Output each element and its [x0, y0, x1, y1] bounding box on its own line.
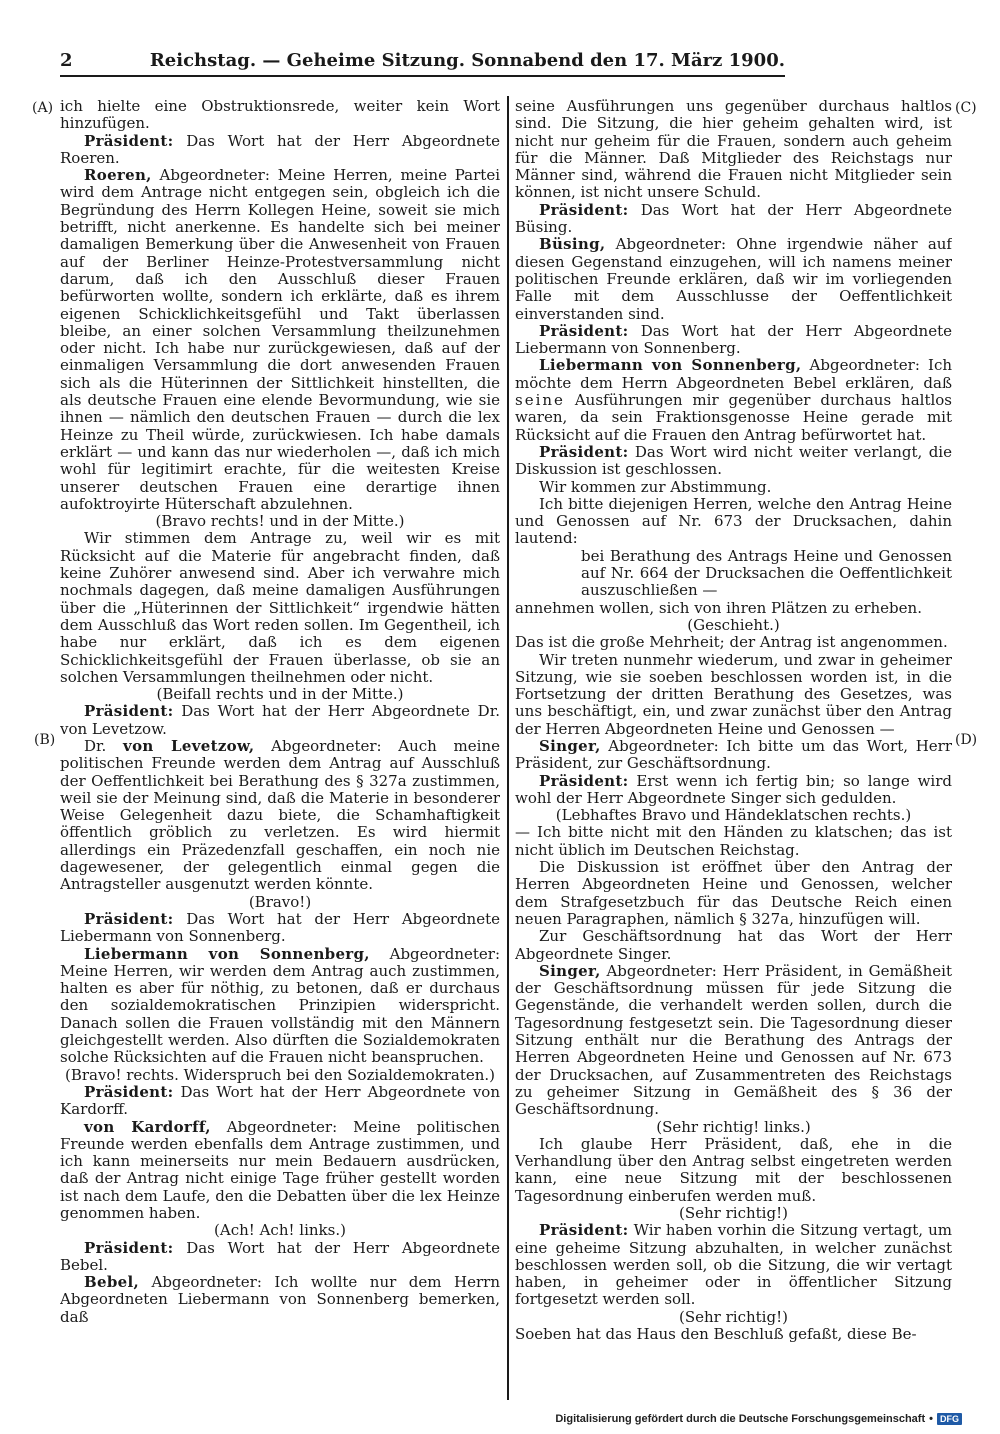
paragraph [60, 703, 500, 738]
paragraph [60, 911, 500, 946]
right-column [515, 98, 952, 1398]
paragraph: Die Diskussion ist eröffnet über den Antrag der Herren Abgeordneten Heine und Genossen, welcher dem Strafgesetzbuch für das Deutsche Reich einen neuen Paragraphen, nämlich § 327a, hinzufügen will. [515, 858, 952, 928]
speech-text: Abgeordneter: Ich möchte dem Herrn Abgeordneten Bebel erklären, daß [515, 356, 952, 392]
dfg-logo: DFG [937, 1413, 962, 1425]
paragraph [60, 1274, 500, 1326]
digitization-footer [555, 1411, 962, 1427]
paragraph: Wir treten nunmehr wiederum, und zwar in geheimer Sitzung, wie sie soeben beschlossen worden ist, in die Fortsetzung der dritten Berathung des Gesetzes, was uns beschäftigt, ein, und zwar zunächst über den Antrag der Herren Abgeordneten Heine und Genossen — [515, 650, 952, 738]
speech-text: Abgeordneter: Auch meine politischen Freunde werden dem Antrag auf Ausschluß der Oeffentlichkeit bei Berathung des § 327a zustimmen, weil sie der Meinung sind, daß die Materie in besonderer Weise Gelegenheit dazu biete, die Schamhaftigkeit öffentlich gröblich zu verletzen. Es wird hiermit allerdings ein Präzedenzfall geschaffen, ein noch nie dagewesener, der gelegentlich einmal gegen die Antragsteller ausgenutzt werden könnte. [60, 736, 500, 894]
reaction: (Sehr richtig!) [679, 1204, 788, 1222]
speaker-prefix: Dr. [84, 736, 124, 755]
reaction: (Bravo rechts! und in der Mitte.) [155, 512, 405, 531]
running-title: Reichstag. — Geheime Sitzung. Sonnabend den 17. März 1900. [149, 50, 785, 71]
paragraph [60, 946, 500, 1067]
emphasized-word: seine [515, 391, 565, 410]
paragraph: seine Ausführungen uns gegenüber durchaus haltlos sind. Die Sitzung, die hier geheim gehalten wird, ist nicht nur geheim für die Frauen, sondern auch geheim für die Männer. Daß Mitglieder des Reichstags nur Männer sind, während die Frauen nicht Mitglieder sein können, ist nicht unsere Schuld. [515, 98, 952, 202]
reaction: (Beifall rechts und in der Mitte.) [156, 685, 404, 704]
page-header [60, 50, 785, 74]
speech-text: Abgeordneter: Ich bitte um das Wort, Herr Präsident, zur Geschäftsordnung. [515, 736, 952, 773]
speech-text: Das Wort hat der Herr Abgeordnete Büsing. [515, 200, 952, 237]
speaker-name: Singer, [539, 961, 601, 980]
speech-text: Das Wort hat der Herr Abgeordnete Liebermann von Sonnenberg. [60, 909, 500, 946]
paragraph [515, 1222, 952, 1308]
paragraph [60, 1240, 500, 1275]
speaker-name: Roeren, [84, 166, 152, 185]
speech-text: Ausführungen mir gegenüber durchaus haltlos waren, da sein Fraktionsgenosse Heine gerade mit Rücksicht auf die Frauen den Antrag befürwortet hat. [515, 391, 952, 444]
paragraph: Wir kommen zur Abstimmung. [539, 477, 772, 496]
left-column [60, 98, 500, 1398]
paragraph [60, 1119, 500, 1223]
speech-text: Das Wort hat der Herr Abgeordnete Bebel. [60, 1238, 500, 1274]
reaction: (Geschieht.) [687, 615, 780, 634]
header-rule [60, 75, 785, 77]
paragraph [515, 738, 952, 773]
reaction: (Lebhaftes Bravo und Händeklatschen rechts.) [555, 806, 912, 825]
margin-mark-a: (A) [32, 100, 54, 116]
reaction: (Bravo! rechts. Widerspruch bei den Sozialdemokraten.) [64, 1065, 496, 1084]
paragraph: Das ist die große Mehrheit; der Antrag ist angenommen. [515, 633, 948, 652]
speaker-name: Präsident: [84, 702, 174, 721]
speech-text: Abgeordneter: Ich wollte nur dem Herrn Abgeordneten Liebermann von Sonnenberg bemerken, daß [60, 1273, 500, 1326]
paragraph: Soeben hat das Haus den Beschluß gefaßt, diese Be- [515, 1325, 917, 1344]
speaker-name: Präsident: [84, 909, 174, 928]
paragraph [515, 323, 952, 358]
speaker-name: Präsident: [539, 1221, 629, 1240]
paragraph: ich hielte eine Obstruktionsrede, weiter kein Wort hinzufügen. [60, 98, 500, 133]
paragraph [60, 738, 500, 894]
speaker-name: Büsing, [539, 235, 606, 254]
reaction: (Bravo!) [248, 892, 312, 911]
footer-bullet: • [929, 1413, 933, 1425]
paragraph [515, 357, 952, 443]
paragraph: — Ich bitte nicht mit den Händen zu klatschen; das ist nicht üblich im Deutschen Reichstag. [515, 823, 952, 859]
speech-text: Abgeordneter: Meine Herren, meine Partei wird dem Antrage nicht entgegen sein, obgleich ich die Begründung des Herrn Kollegen Heine, soweit sie mich betrifft, nicht anerkenne. Es handelte sich bei meiner damaligen Bemerkung über die Anwesenheit von Frauen auf der Berliner Heinze-Protestversammlung nicht darum, daß ich den Ausschluß dieser Frauen befürworten wollte, sondern ich erklärte, daß es ihrem eigenen Schicklichkeitsgefühl und Takt überlassen bleibe, an einer solchen Versammlung theilzunehmen oder nicht. Ich habe nur zurückgewiesen, daß auf der einmaligen Versammlung die dort anwesenden Frauen sich als die Hüterinnen der Sittlichkeit hinstellten, die als deutsche Frauen eine elende Bevormundung, wie sie ihnen — nämlich den deutschen Frauen — durch die lex Heinze zu Theil würde, zurückwiesen. Ich habe damals erklärt — und kann das nur wiederholen —, daß ich mich wohl für legitimirt erachte, für die weitesten Kreise unserer deutschen Frauen eine derartige ihnen aufoktroyirte Hüterschaft abzulehnen. [60, 166, 500, 513]
speech-text: Das Wort hat der Herr Abgeordnete von Kardorff. [60, 1082, 500, 1119]
reaction: (Sehr richtig! links.) [656, 1117, 811, 1136]
speech-text: Wir haben vorhin die Sitzung vertagt, um eine geheime Sitzung abzuhalten, in welcher zunächst beschlossen werden soll, ob die Sitzung, die wir vertagt haben, in geheimer oder in öffentlicher Sitzung fortgesetzt werden soll. [515, 1221, 952, 1309]
paragraph [515, 773, 952, 808]
footer-credit: Digitalisierung gefördert durch die Deutsche Forschungsgemeinschaft [555, 1413, 926, 1425]
paragraph: Wir stimmen dem Antrage zu, weil wir es mit Rücksicht auf die Materie für angebracht finden, daß keine Zuhörer anwesend sind. Aber ich verwahre mich nochmals dagegen, daß meine damaligen Ausführungen über die „Hüterinnen der Sittlichkeit“ irgendwie hätten dem Ausschluß das Wort reden sollen. Im Gegentheil, ich habe nur erklärt, daß ich es dem eigenen Schicklichkeitsgefühl der Frauen überlasse, ob sie an solchen Versammlungen theilnehmen oder nicht. [60, 529, 500, 686]
speech-text: Abgeordneter: Meine Herren, wir werden dem Antrag auch zustimmen, halten es aber für nöthig, zu betonen, daß er durchaus den sozialdemokratischen Prinzipien widerspricht. Danach sollen die Frauen vollständig mit den Männern gleichgestellt werden. Also dürften die Sozialdemokraten solche Rücksichten auf die Frauen nicht beanspruchen. [60, 944, 500, 1067]
speaker-name: von Kardorff, [84, 1117, 211, 1136]
speech-text: Abgeordneter: Meine politischen Freunde werden ebenfalls dem Antrage zustimmen, und ich kann meinerseits nur mein Bedauern ausdrücken, daß der Antrag nicht einige Tage früher gestellt worden ist nach dem Laufe, den die Debatten über die lex Heinze genommen haben. [60, 1117, 500, 1222]
paragraph: annehmen wollen, sich von ihren Plätzen zu erheben. [515, 598, 922, 617]
paragraph [60, 1084, 500, 1119]
margin-mark-b: (B) [34, 732, 56, 748]
reaction: (Ach! Ach! links.) [214, 1221, 346, 1240]
speech-text: Das Wort hat der Herr Abgeordnete Dr. von Levetzow. [60, 702, 500, 738]
speech-text: Das Wort hat der Herr Abgeordnete Liebermann von Sonnenberg. [515, 321, 952, 358]
margin-mark-c: (C) [955, 100, 977, 116]
speaker-name: Präsident: [84, 1082, 174, 1101]
speaker-name: Präsident: [539, 200, 629, 219]
column-divider [507, 96, 509, 1400]
speech-text: Abgeordneter: Ohne irgendwie näher auf diesen Gegenstand einzugehen, will ich namens meiner politischen Freunde erklären, daß wir im vorliegenden Falle mit dem Ausschlusse der Oeffentlichkeit einverstanden sind. [515, 235, 952, 323]
paragraph: Ich glaube Herr Präsident, daß, ehe in die Verhandlung über den Antrag selbst eingetreten werden kann, eine neue Sitzung mit der beschlossenen Tagesordnung einberufen werden muß. [515, 1134, 952, 1205]
paragraph [60, 167, 500, 513]
speech-text: Das Wort wird nicht weiter verlangt, die Diskussion ist geschlossen. [515, 442, 952, 479]
paragraph: Ich bitte diejenigen Herren, welche den Antrag Heine und Genossen auf Nr. 673 der Drucksachen, dahin lautend: [515, 494, 952, 548]
speaker-name: Liebermann von Sonnenberg, [539, 356, 802, 375]
speaker-name: Präsident: [539, 442, 629, 461]
speaker-name: Präsident: [539, 771, 629, 790]
quoted-motion: bei Berathung des Antrags Heine und Genossen auf Nr. 664 der Drucksachen die Oeffentlichkeit auszuschließen — [581, 546, 952, 600]
speaker-name: Bebel, [84, 1273, 139, 1292]
speaker-name: Präsident: [84, 1238, 174, 1257]
speaker-name: Präsident: [84, 131, 174, 150]
speaker-name: Singer, [539, 736, 601, 755]
speaker-name: Präsident: [539, 321, 629, 340]
speech-text: Abgeordneter: Herr Präsident, in Gemäßheit der Geschäftsordnung müssen für jede Sitzung die Gegenstände, die verhandelt werden sollen, durch die Tagesordnung festgesetzt sein. Die Tagesordnung dieser Sitzung enthält nur die Berathung des Antrags der Herren Abgeordneten Heine und Genossen auf Nr. 673 der Drucksachen, auf Zusammentreten des Reichstags zu geheimer Sitzung in Gemäßheit des § 36 der Geschäftsordnung. [515, 961, 952, 1119]
speaker-name: Liebermann von Sonnenberg, [84, 944, 370, 963]
paragraph [60, 133, 500, 168]
speech-text: Erst wenn ich fertig bin; so lange wird wohl der Herr Abgeordnete Singer sich gedulden. [515, 771, 952, 807]
reaction: (Sehr richtig!) [679, 1307, 788, 1326]
paragraph: Zur Geschäftsordnung hat das Wort der Herr Abgeordnete Singer. [515, 927, 952, 963]
speaker-name: von Levetzow, [123, 736, 255, 755]
margin-mark-d: (D) [955, 732, 978, 748]
paragraph [515, 202, 952, 237]
paragraph [515, 236, 952, 322]
page-number: 2 [60, 50, 73, 71]
speech-text: Das Wort hat der Herr Abgeordnete Roeren. [60, 131, 500, 167]
paragraph [515, 963, 952, 1119]
paragraph [515, 444, 952, 479]
